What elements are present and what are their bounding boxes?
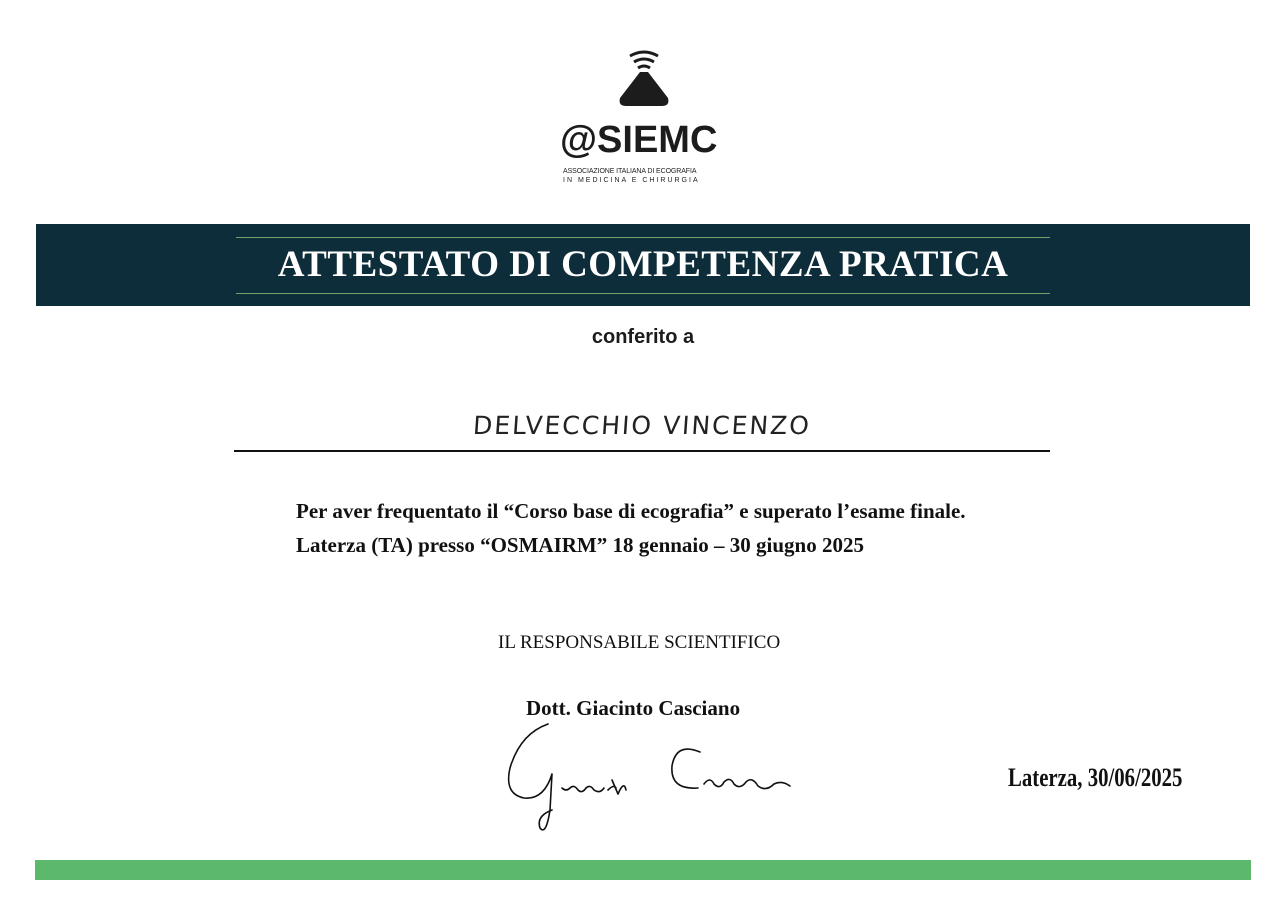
footer-bar <box>35 860 1251 880</box>
conferred-to-label: conferito a <box>591 326 695 348</box>
logo-brand: @SIEMC <box>560 119 718 161</box>
logo-subtitle-line1: ASSOCIAZIONE ITALIANA DI ECOGRAFIA <box>563 168 697 175</box>
place-and-date: Laterza, 30/06/2025 <box>1008 763 1183 792</box>
signatory-name: Dott. Giacinto Casciano <box>526 696 741 720</box>
course-location-dates: Laterza (TA) presso “OSMAIRM” 18 gennaio – 30 giugno 2025 <box>296 533 864 557</box>
course-description: Per aver frequentato il “Corso base di ecografia” e superato l’esame finale. <box>296 499 966 523</box>
handwritten-signature <box>500 718 800 842</box>
recipient-underline <box>234 450 1050 452</box>
ultrasound-logo-icon <box>614 48 674 110</box>
certificate-title: ATTESTATO DI COMPETENZA PRATICA <box>277 244 1009 285</box>
logo-subtitle-line2: IN MEDICINA E CHIRURGIA <box>563 177 700 184</box>
title-banner <box>36 224 1250 306</box>
signatory-role: IL RESPONSABILE SCIENTIFICO <box>498 632 781 653</box>
banner-rule-bottom <box>236 293 1050 294</box>
recipient-name: DELVECCHIO VINCENZO <box>472 411 812 440</box>
